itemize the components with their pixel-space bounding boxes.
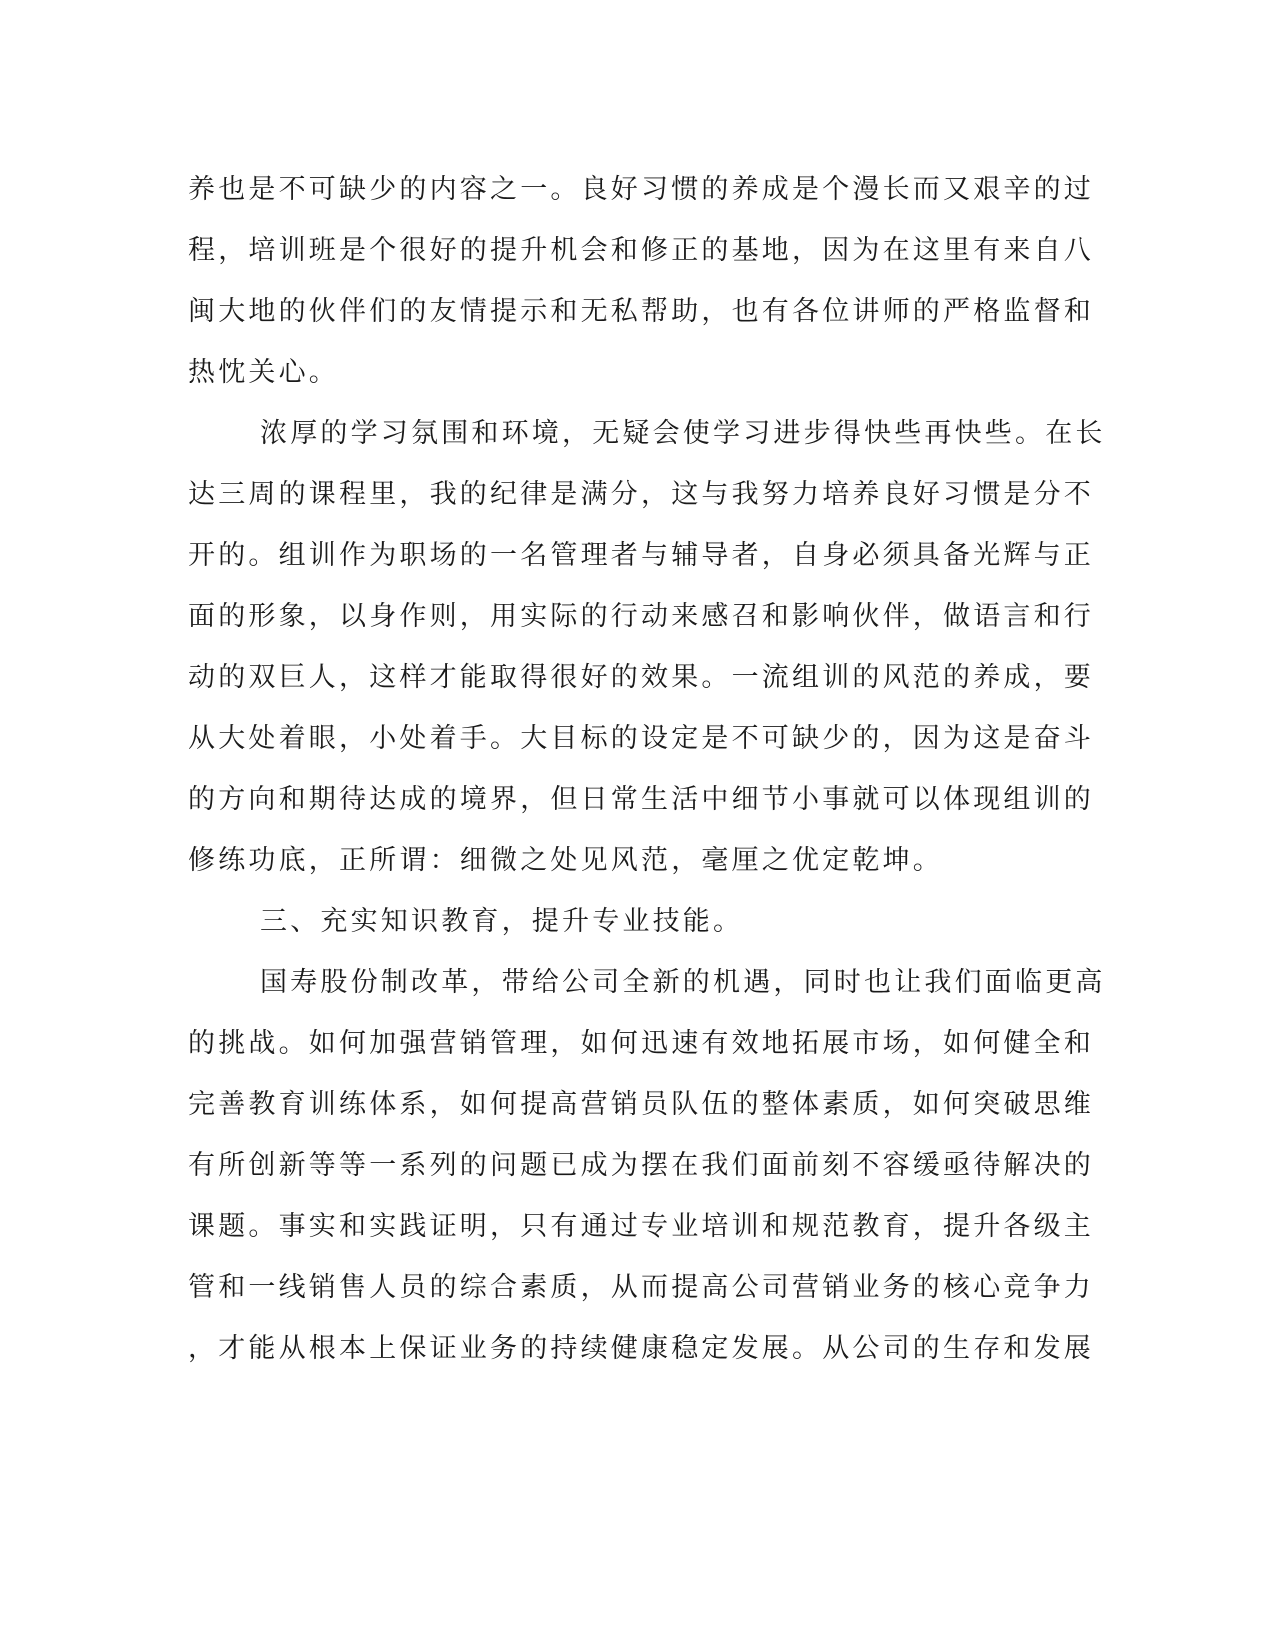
text-line: 从大处着眼，小处着手。大目标的设定是不可缺少的，因为这是奋斗 [188,723,1094,754]
text-line: 修练功底，正所谓：细微之处见风范，毫厘之优定乾坤。 [188,845,943,876]
text-line: 管和一线销售人员的综合素质，从而提高公司营销业务的核心竞争力 [188,1272,1094,1303]
body-text [188,159,1106,1379]
text-line: 闽大地的伙伴们的友情提示和无私帮助，也有各位讲师的严格监督和 [188,296,1094,327]
text-line: 的方向和期待达成的境界，但日常生活中细节小事就可以体现组训的 [188,784,1094,815]
text-line: 养也是不可缺少的内容之一。良好习惯的养成是个漫长而又艰辛的过 [188,174,1094,205]
text-line: 程，培训班是个很好的提升机会和修正的基地，因为在这里有来自八 [188,235,1094,266]
text-line: 热忱关心。 [188,357,339,388]
text-line: 开的。组训作为职场的一名管理者与辅导者，自身必须具备光辉与正 [188,540,1094,571]
text-line: 动的双巨人，这样才能取得很好的效果。一流组训的风范的养成，要 [188,662,1094,693]
section-heading: 三、充实知识教育，提升专业技能。 [260,906,744,937]
text-line: 的挑战。如何加强营销管理，如何迅速有效地拓展市场，如何健全和 [188,1028,1094,1059]
text-line: 浓厚的学习氛围和环境，无疑会使学习进步得快些再快些。在长 [260,418,1106,449]
text-line: 有所创新等等一系列的问题已成为摆在我们面前刻不容缓亟待解决的 [188,1150,1094,1181]
text-line: 国寿股份制改革，带给公司全新的机遇，同时也让我们面临更高 [260,967,1106,998]
text-line: ，才能从根本上保证业务的持续健康稳定发展。从公司的生存和发展 [188,1333,1094,1364]
text-line: 完善教育训练体系，如何提高营销员队伍的整体素质，如何突破思维 [188,1089,1094,1120]
text-line: 面的形象，以身作则，用实际的行动来感召和影响伙伴，做语言和行 [188,601,1094,632]
text-line: 达三周的课程里，我的纪律是满分，这与我努力培养良好习惯是分不 [188,479,1094,510]
text-line: 课题。事实和实践证明，只有通过专业培训和规范教育，提升各级主 [188,1211,1094,1242]
